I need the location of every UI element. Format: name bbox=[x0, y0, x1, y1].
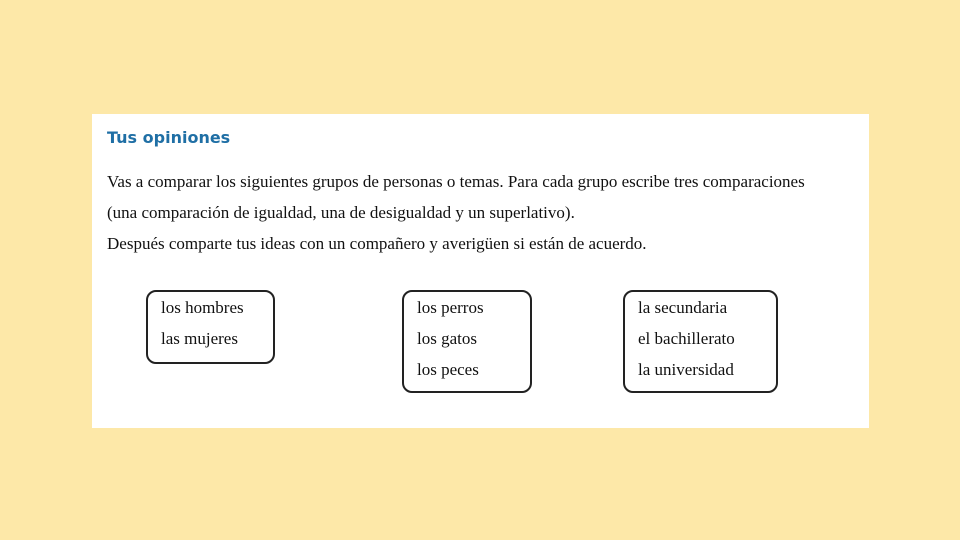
group-item: los peces bbox=[417, 360, 479, 379]
instruction-line-1: Vas a comparar los siguientes grupos de personas o temas. Para cada grupo escribe tres comparaciones bbox=[107, 172, 805, 191]
activity-title: Tus opiniones bbox=[107, 128, 231, 147]
instruction-line-3: Después comparte tus ideas con un compañero y averigüen si están de acuerdo. bbox=[107, 234, 647, 253]
group-box-education bbox=[623, 290, 778, 393]
group-item: el bachillerato bbox=[638, 329, 735, 348]
activity-card bbox=[92, 114, 869, 428]
group-item: los perros bbox=[417, 298, 484, 317]
group-item: las mujeres bbox=[161, 329, 238, 348]
group-item: los gatos bbox=[417, 329, 477, 348]
instruction-line-2: (una comparación de igualdad, una de desigualdad y un superlativo). bbox=[107, 203, 575, 222]
group-item: los hombres bbox=[161, 298, 244, 317]
group-box-people bbox=[146, 290, 275, 364]
group-item: la universidad bbox=[638, 360, 734, 379]
group-item: la secundaria bbox=[638, 298, 728, 317]
group-box-animals bbox=[402, 290, 532, 393]
